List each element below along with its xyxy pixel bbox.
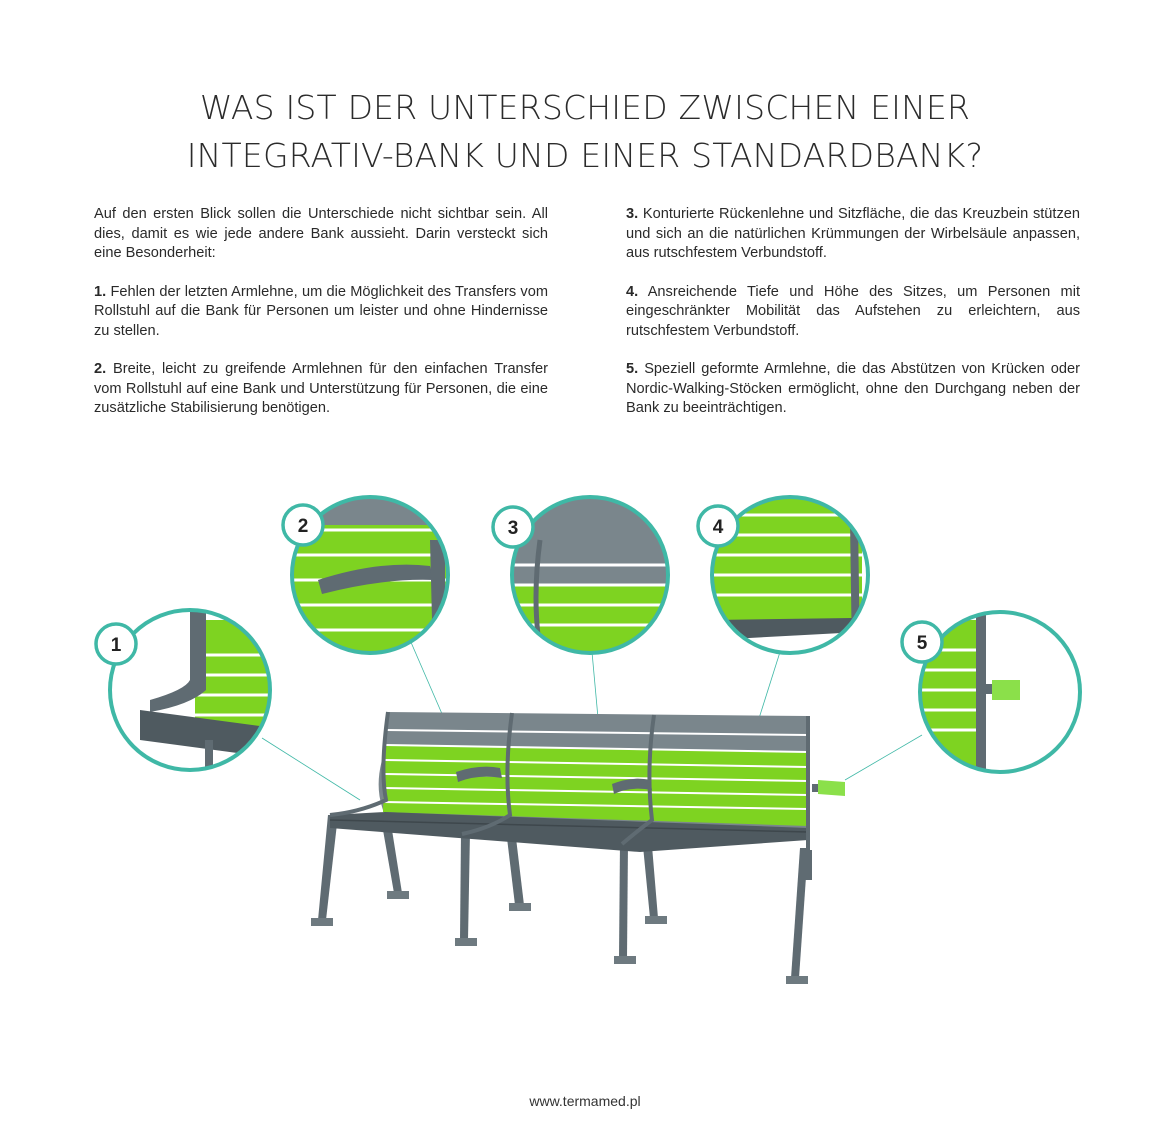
callout-number-1: 1: [110, 635, 122, 656]
feature-3: [626, 205, 1080, 264]
callout-badge-2: [283, 505, 323, 545]
feature-5: [626, 360, 1080, 419]
intro-text: Auf den ersten Blick sollen die Unterschiede nicht sichtbar sein. All dies, damit es wie jede andere Bank aussieht. Darin versteckt sich eine Besonderheit:: [94, 206, 548, 261]
callout-number-5: 5: [916, 633, 928, 654]
feature-1: [94, 283, 548, 342]
feature-2-text: Breite, leicht zu greifende Armlehnen für den einfachen Transfer vom Rollstuhl auf eine Bank und Unterstützung für Personen, die eine zusätzliche Stabilisierung benötigen.: [94, 361, 549, 416]
callout-badge-5: [902, 622, 942, 662]
feature-3-text: Konturierte Rückenlehne und Sitzfläche, die das Kreuzbein stützen und sich an die natürlichen Krümmungen der Wirbelsäule anpassen, aus rutschfestem Verbundstoff.: [626, 206, 1080, 261]
callout-number-3: 3: [507, 518, 519, 539]
feature-5-number: 5.: [626, 361, 639, 377]
detail-circle-5: [920, 612, 1080, 772]
feature-1-text: Fehlen der letzten Armlehne, um die Möglichkeit des Transfers vom Rollstuhl auf die Bank für Personen um leister und ohne Hindernisse zu stellen.: [94, 283, 548, 339]
callout-badge-3: [493, 507, 533, 547]
title-line-1: WAS IST DER UNTERSCHIED ZWISCHEN EINER: [199, 88, 971, 127]
callout-badge-1: [96, 624, 136, 664]
detail-circle-1: [110, 610, 290, 780]
feature-4-text: Ansreichende Tiefe und Höhe des Sitzes, um Personen mit eingeschränkter Mobilität das Aufstehen zu erleichtern, aus rutschfestem Verbundstoff.: [626, 283, 1080, 339]
bench-illustration: [0, 480, 1170, 1040]
feature-2: [94, 360, 548, 419]
feature-1-number: 1.: [94, 283, 107, 300]
footer-url: www.termamed.pl: [529, 1093, 641, 1109]
callout-number-2: 2: [297, 516, 309, 537]
text-column-left: [94, 205, 548, 438]
title-line-2: INTEGRATIV-BANK UND EINER STANDARDBANK?: [186, 136, 984, 175]
feature-2-number: 2.: [94, 361, 107, 377]
page-title: [0, 84, 1170, 180]
detail-circle-3: [507, 495, 670, 655]
bench: [311, 712, 845, 984]
feature-3-number: 3.: [626, 206, 639, 222]
feature-5-text: Speziell geformte Armlehne, die das Abstützen von Krücken oder Nordic-Walking-Stöcken ermöglicht, ohne den Durchgang neben der Bank zu beeinträchtigen.: [626, 361, 1081, 416]
callout-badge-4: [698, 506, 738, 546]
feature-4: [626, 283, 1080, 342]
feature-4-number: 4.: [626, 283, 639, 300]
callout-number-4: 4: [712, 517, 724, 538]
text-column-right: [626, 205, 1080, 438]
